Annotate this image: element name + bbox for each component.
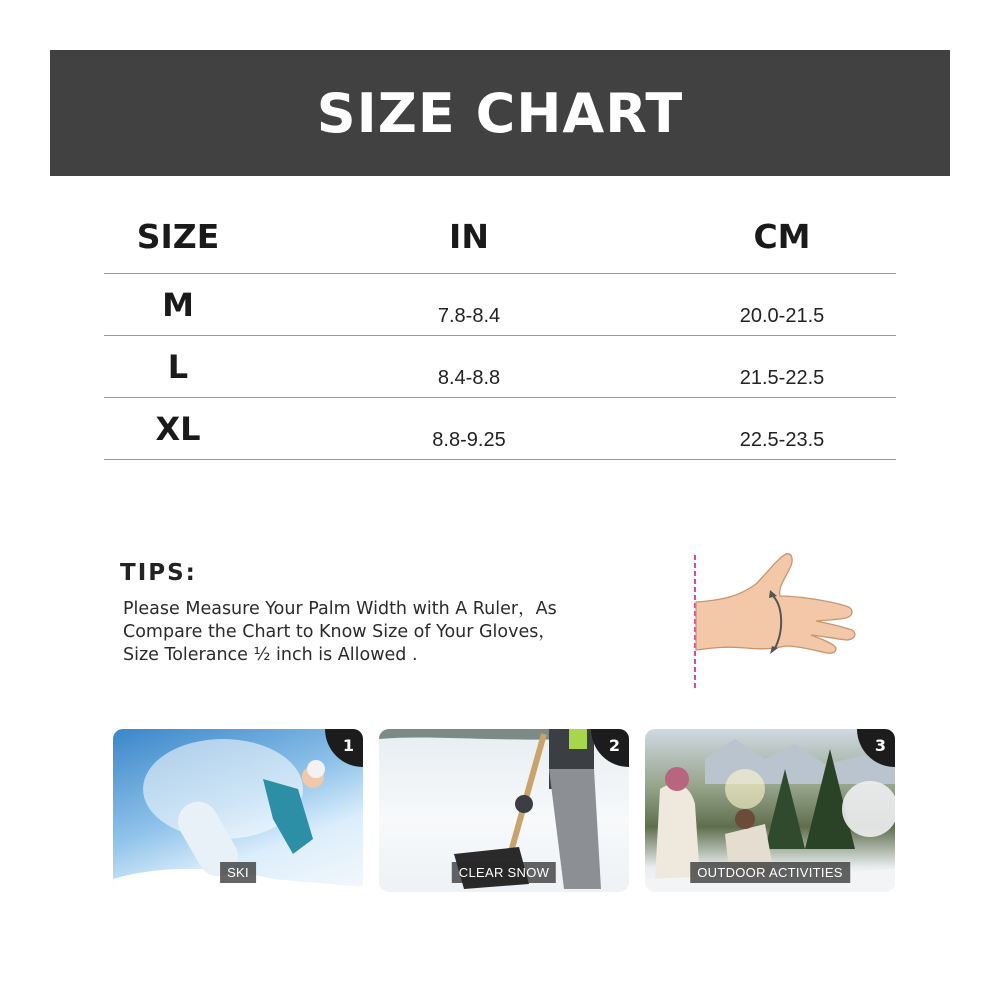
tips-line: Size Tolerance ½ inch is Allowed .	[123, 645, 418, 665]
cm-cell: 22.5-23.5	[739, 429, 825, 451]
title-banner	[50, 50, 950, 176]
header-in: IN	[449, 217, 489, 256]
hand-icon	[696, 554, 855, 654]
table-row	[104, 398, 896, 460]
photo-outdoor-activities	[645, 729, 895, 892]
inch-cell: 8.4-8.8	[437, 367, 501, 389]
inch-cell: 8.8-9.25	[432, 429, 506, 451]
badge-number: 3	[857, 729, 895, 767]
size-table	[104, 200, 896, 460]
tips-heading: TIPS:	[120, 560, 197, 586]
header-size: SIZE	[136, 217, 220, 256]
table-header-row	[104, 200, 896, 274]
size-cell: M	[162, 285, 194, 324]
table-row	[104, 274, 896, 336]
tips-text	[123, 598, 643, 667]
tips-line: Please Measure Your Palm Width with A Ruler，As	[123, 599, 557, 619]
size-cell: L	[167, 347, 189, 386]
palm-measure-illustration	[686, 550, 866, 695]
header-cm: CM	[753, 217, 811, 256]
page-title: SIZE CHART	[316, 81, 684, 145]
size-cell: XL	[155, 409, 201, 448]
badge-number: 2	[591, 729, 629, 767]
photo-label: SKI	[220, 862, 256, 883]
tips-line: Compare the Chart to Know Size of Your Gloves，	[123, 622, 556, 642]
photo-label: CLEAR SNOW	[452, 862, 556, 883]
photo-label: OUTDOOR ACTIVITIES	[690, 862, 850, 883]
photo-clear-snow	[379, 729, 629, 892]
inch-cell: 7.8-8.4	[437, 305, 501, 327]
cm-cell: 21.5-22.5	[739, 367, 825, 389]
cm-cell: 20.0-21.5	[739, 305, 825, 327]
table-row	[104, 336, 896, 398]
badge-number: 1	[325, 729, 363, 767]
photo-ski	[113, 729, 363, 892]
